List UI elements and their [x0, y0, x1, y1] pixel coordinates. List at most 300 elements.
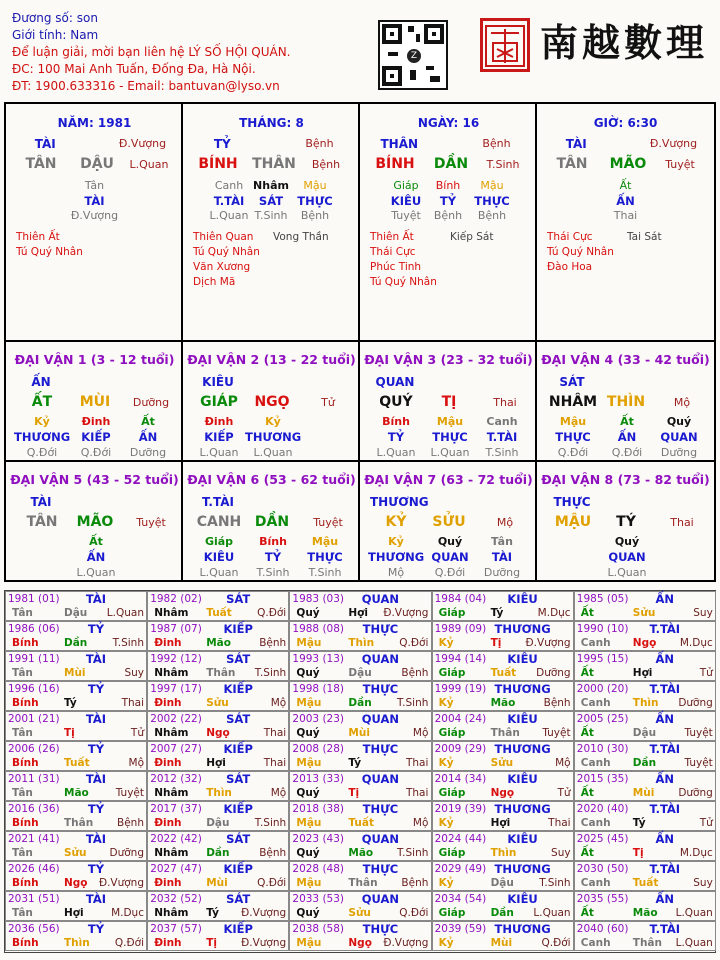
year-stem: Quý	[296, 847, 320, 859]
luck-hidden-god: TÀI	[491, 550, 513, 564]
year-branch: Tý	[632, 817, 646, 829]
year-cell	[432, 801, 574, 831]
year-god: THƯƠNG	[494, 682, 551, 696]
year-cell	[432, 891, 574, 921]
year-life: Mộ	[412, 727, 429, 739]
luck-hidden-life: L.Quan	[76, 566, 116, 579]
luck-hidden-stem: Mậu	[311, 535, 339, 548]
year-life: Tuyệt	[542, 727, 571, 739]
luck-hidden-stem: Canh	[486, 415, 518, 428]
year-branch: Mão	[64, 787, 89, 799]
year-branch: Dần	[64, 637, 88, 649]
luck-cycle-1	[6, 342, 183, 462]
year-label: 2028 (48)	[292, 863, 345, 875]
branch-god: Đ.Vượng	[118, 137, 167, 150]
year-branch: Dậu	[206, 817, 230, 829]
year-branch: Tị	[632, 847, 644, 859]
year-god: THỰC	[362, 682, 399, 696]
luck-hidden-life: L.Quan	[199, 446, 239, 459]
year-cell	[147, 711, 289, 741]
year-god: SÁT	[226, 652, 251, 666]
year-god: QUAN	[361, 652, 400, 666]
year-god: KIÊU	[507, 712, 538, 726]
year-stem: Ất	[580, 667, 594, 679]
luck-branch: DẦN	[254, 514, 290, 530]
year-cell	[289, 741, 431, 771]
year-branch: Thìn	[490, 847, 517, 859]
year-cell	[5, 651, 147, 681]
year-life: M.Dục	[537, 607, 571, 619]
hidden-god: SÁT	[258, 194, 284, 208]
year-god: THƯƠNG	[494, 802, 551, 816]
year-label: 1994 (14)	[434, 653, 487, 665]
year-branch: Ngọ	[632, 637, 657, 649]
year-label: 2023 (43)	[292, 833, 345, 845]
year-branch: Sửu	[632, 607, 656, 619]
year-god: T.TÀI	[649, 742, 681, 756]
year-god: SÁT	[226, 892, 251, 906]
year-god: KIẾP	[223, 742, 253, 756]
luck-life: Thai	[670, 516, 694, 529]
year-cell	[289, 771, 431, 801]
year-god: TỶ	[87, 802, 105, 816]
year-life: Tử	[699, 667, 713, 679]
year-life: Mộ	[270, 787, 287, 799]
year-branch: Thìn	[348, 637, 375, 649]
year-label: 1988 (08)	[292, 623, 345, 635]
year-life: Mộ	[555, 757, 571, 769]
year-label: 2024 (44)	[434, 833, 487, 845]
year-branch: Mùi	[348, 727, 370, 739]
star: Dịch Mã	[193, 276, 236, 288]
year-life: T.Sinh	[539, 877, 571, 889]
year-stem: Ất	[580, 907, 594, 919]
pillar-title: NĂM: 1981	[57, 116, 132, 130]
year-cell	[432, 651, 574, 681]
year-label: 1993 (13)	[292, 653, 345, 665]
year-label: 2035 (55)	[576, 893, 629, 905]
luck-branch: THÌN	[606, 394, 646, 410]
luck-hidden-life: Q.Đới	[26, 446, 58, 459]
year-god: KIÊU	[507, 772, 538, 786]
year-branch: Thân	[632, 937, 662, 949]
luck-hidden-god: TỶ	[264, 550, 282, 564]
year-life: L.Quan	[106, 607, 144, 619]
year-branch: Thân	[490, 727, 520, 739]
year-cell	[289, 861, 431, 891]
star: Tú Quý Nhân	[193, 246, 260, 258]
luck-life: Mộ	[673, 396, 691, 409]
year-life: L.Quan	[675, 937, 713, 949]
year-stem: Kỷ	[438, 877, 454, 889]
hidden-god: THỰC	[474, 194, 510, 208]
year-cell	[5, 681, 147, 711]
year-label: 2017 (37)	[150, 803, 202, 815]
year-label: 2006 (26)	[8, 743, 60, 755]
year-god: SÁT	[226, 772, 251, 786]
luck-stem: KỶ	[385, 514, 407, 530]
year-branch: Hợi	[64, 907, 84, 919]
luck-hidden-stem: Mậu	[436, 415, 464, 428]
header-info	[12, 10, 290, 95]
annual-years-table	[4, 590, 716, 953]
year-life: T.Sinh	[112, 637, 144, 649]
year-stem: Đinh	[154, 877, 182, 889]
year-stem: Canh	[580, 937, 611, 949]
year-life: Bệnh	[401, 667, 429, 679]
year-label: 1998 (18)	[292, 683, 345, 695]
year-god: THỰC	[362, 622, 399, 636]
hidden-stem: Mậu	[480, 179, 504, 192]
year-label: 2003 (23)	[292, 713, 345, 725]
year-branch: Dần	[632, 757, 657, 769]
year-god: KIÊU	[507, 652, 538, 666]
luck-hidden-god: THƯƠNG	[14, 430, 71, 444]
luck-cycle-6	[183, 462, 360, 580]
year-label: 1981 (01)	[8, 593, 60, 605]
luck-stem: ẤT	[31, 394, 53, 410]
stem-god: TÀI	[34, 137, 56, 151]
luck-hidden-life: Mộ	[387, 566, 405, 579]
year-label: 1997 (17)	[150, 683, 202, 695]
pillar-3	[360, 104, 537, 342]
star: Thái Cực	[370, 246, 416, 258]
year-life: M.Dục	[679, 637, 713, 649]
year-branch: Ngọ	[490, 787, 515, 799]
year-god: TỶ	[87, 922, 105, 936]
year-branch: Mùi	[64, 667, 86, 679]
luck-cycle-2	[183, 342, 360, 462]
stem-god: THÂN	[380, 137, 419, 151]
year-god: TÀI	[85, 772, 107, 786]
year-stem: Quý	[296, 787, 320, 799]
luck-title: ĐẠI VẬN 4 (33 - 42 tuổi)	[541, 352, 710, 367]
year-stem: Đinh	[154, 697, 182, 709]
luck-hidden-life: L.Quan	[376, 446, 416, 459]
hidden-stem: Nhâm	[253, 179, 289, 192]
year-stem: Tân	[12, 727, 33, 739]
hidden-god: TỶ	[439, 194, 457, 208]
year-stem: Đinh	[154, 937, 182, 949]
luck-hidden-stem: Ất	[89, 535, 103, 548]
year-god: TÀI	[85, 832, 107, 846]
year-stem: Giáp	[438, 607, 466, 619]
year-branch: Hợi	[490, 817, 511, 829]
pillar-4	[537, 104, 715, 342]
year-cell	[574, 681, 716, 711]
star: Tai Sát	[627, 231, 662, 243]
hidden-stem: Tân	[84, 179, 105, 192]
luck-god: TÀI	[30, 495, 52, 509]
luck-cycle-7	[360, 462, 537, 580]
year-life: Tuyệt	[115, 787, 144, 799]
year-branch: Mão	[348, 847, 374, 859]
year-life: Tử	[557, 787, 571, 799]
year-life: Tử	[130, 727, 144, 739]
luck-hidden-god: KIẾP	[81, 430, 111, 444]
year-god: SÁT	[226, 832, 251, 846]
year-label: 2027 (47)	[150, 863, 202, 875]
luck-branch: TỊ	[441, 394, 457, 410]
year-branch: Mùi	[632, 787, 655, 799]
year-god: TÀI	[85, 652, 107, 666]
year-branch: Sửu	[348, 907, 371, 919]
year-stem: Giáp	[438, 727, 466, 739]
year-cell	[289, 831, 431, 861]
year-cell	[289, 651, 431, 681]
year-cell	[5, 621, 147, 651]
luck-hidden-life: L.Quan	[607, 566, 647, 579]
year-god: T.TÀI	[649, 922, 681, 936]
year-life: Q.Đới	[257, 877, 287, 889]
year-label: 2026 (46)	[8, 863, 60, 875]
luck-hidden-life: Q.Đới	[557, 446, 589, 459]
year-branch: Dậu	[64, 607, 88, 619]
luck-hidden-god: THỰC	[307, 550, 343, 564]
year-label: 2020 (40)	[576, 803, 629, 815]
luck-stem: QUÝ	[379, 394, 413, 410]
luck-god: SÁT	[559, 375, 585, 389]
year-stem: Nhâm	[154, 847, 189, 859]
year-branch: Tị	[206, 937, 217, 949]
luck-life: Thai	[493, 396, 517, 409]
luck-hidden-god: ẤN	[138, 430, 158, 444]
year-label: 1982 (02)	[150, 593, 202, 605]
year-life: Dưỡng	[109, 847, 144, 859]
year-life: L.Quan	[675, 907, 713, 919]
year-god: ẤN	[655, 712, 675, 726]
year-god: ẤN	[655, 592, 675, 606]
year-branch: Dậu	[632, 727, 657, 739]
year-stem: Nhâm	[154, 907, 189, 919]
hidden-god: T.TÀI	[213, 194, 245, 208]
hidden-life: Đ.Vượng	[70, 209, 119, 222]
year-god: ẤN	[655, 892, 675, 906]
year-stem: Nhâm	[154, 787, 189, 799]
luck-god: KIÊU	[202, 375, 234, 389]
year-stem: Mậu	[296, 817, 322, 829]
luck-hidden-stem: Tân	[491, 535, 513, 548]
year-stem: Canh	[580, 757, 611, 769]
year-cell	[147, 891, 289, 921]
year-life: Đ.Vượng	[525, 637, 571, 649]
year-label: 2032 (52)	[150, 893, 202, 905]
year-stem: Kỷ	[438, 817, 454, 829]
year-stem: Nhâm	[154, 607, 189, 619]
year-stem: Canh	[580, 817, 611, 829]
hidden-stem: Ất	[619, 179, 632, 192]
year-god: TỶ	[87, 742, 105, 756]
year-cell	[289, 891, 431, 921]
luck-cycle-3	[360, 342, 537, 462]
year-cell	[432, 711, 574, 741]
luck-branch: MÙI	[79, 394, 111, 410]
luck-hidden-life: L.Quan	[430, 446, 470, 459]
year-cell	[432, 681, 574, 711]
year-life: Thai	[121, 697, 144, 709]
luck-hidden-life: Q.Đới	[80, 446, 112, 459]
year-stem: Canh	[580, 697, 611, 709]
year-cell	[147, 591, 289, 621]
year-cell	[574, 621, 716, 651]
year-cell	[432, 771, 574, 801]
hidden-god: KIÊU	[390, 194, 422, 208]
luck-hidden-stem: Đinh	[81, 415, 111, 428]
year-stem: Kỷ	[438, 637, 454, 649]
star: Tú Quý Nhân	[16, 246, 83, 258]
year-label: 2030 (50)	[576, 863, 629, 875]
year-god: KIÊU	[507, 592, 538, 606]
year-stem: Giáp	[438, 847, 466, 859]
branch-god: Bệnh	[305, 137, 334, 150]
year-life: T.Sinh	[396, 847, 429, 859]
year-god: KIÊU	[507, 832, 538, 846]
luck-hidden-god: THƯƠNG	[368, 550, 425, 564]
luck-hidden-stem: Bính	[259, 535, 287, 548]
luck-hidden-life: Q.Đới	[611, 446, 643, 459]
star: Văn Xương	[193, 261, 251, 273]
year-label: 1983 (03)	[292, 593, 345, 605]
year-god: TÀI	[85, 592, 107, 606]
star: Tú Quý Nhân	[370, 276, 437, 288]
year-branch: Mùi	[206, 877, 228, 889]
year-stem: Bính	[12, 937, 39, 949]
year-life: Đ.Vượng	[241, 937, 287, 949]
branch: DẦN	[433, 156, 469, 172]
year-cell	[574, 771, 716, 801]
year-label: 2002 (22)	[150, 713, 202, 725]
year-life: Đ.Vượng	[241, 907, 287, 919]
hidden-life: L.Quan	[209, 209, 249, 222]
address: ĐC: 100 Mai Anh Tuấn, Đống Đa, Hà Nội.	[12, 62, 256, 76]
year-stem: Bính	[12, 757, 39, 769]
luck-title: ĐẠI VẬN 8 (73 - 82 tuổi)	[541, 472, 710, 487]
year-label: 1990 (10)	[576, 623, 629, 635]
luck-hidden-god: QUAN	[431, 550, 469, 564]
year-life: Bệnh	[259, 847, 287, 859]
pillar-title: THÁNG: 8	[239, 116, 304, 130]
year-label: 2001 (21)	[8, 713, 60, 725]
year-god: TỶ	[87, 682, 105, 696]
year-branch: Thìn	[64, 937, 90, 949]
luck-hidden-stem: Mậu	[559, 415, 587, 428]
luck-hidden-life: L.Quan	[253, 446, 293, 459]
year-branch: Tuất	[632, 877, 659, 889]
luck-hidden-god: THỰC	[432, 430, 468, 444]
luck-title: ĐẠI VẬN 7 (63 - 72 tuổi)	[364, 472, 533, 487]
year-god: QUAN	[361, 892, 400, 906]
year-god: KIẾP	[223, 862, 253, 876]
year-stem: Mậu	[296, 637, 322, 649]
hidden-stem: Canh	[214, 179, 244, 192]
year-branch: Ngọ	[64, 877, 88, 889]
year-branch: Tý	[64, 697, 77, 709]
year-life: Dưỡng	[678, 787, 713, 799]
year-stem: Kỷ	[438, 697, 454, 709]
year-label: 2014 (34)	[434, 773, 487, 785]
year-life: Tuyệt	[684, 727, 713, 739]
year-god: THỰC	[362, 922, 399, 936]
year-branch: Thân	[348, 877, 378, 889]
chart-grid	[4, 102, 716, 582]
luck-hidden-god: THỰC	[555, 430, 591, 444]
year-label: 2008 (28)	[292, 743, 345, 755]
year-cell	[574, 801, 716, 831]
luck-hidden-life: T.Sinh	[256, 566, 290, 579]
luck-hidden-stem: Bính	[382, 415, 410, 428]
hidden-stem: Bính	[435, 179, 461, 192]
luck-life: Tuyệt	[136, 516, 166, 529]
year-cell	[147, 921, 289, 951]
luck-life: Tử	[321, 396, 335, 409]
year-cell	[574, 921, 716, 951]
year-life: Mộ	[412, 817, 429, 829]
year-stem: Quý	[296, 907, 320, 919]
branch: MÃO	[609, 156, 647, 172]
year-god: KIẾP	[223, 682, 253, 696]
year-life: Q.Đới	[541, 937, 571, 949]
year-label: 2036 (56)	[8, 923, 60, 935]
year-life: Bệnh	[259, 637, 287, 649]
year-life: Thai	[405, 787, 429, 799]
year-god: TÀI	[85, 712, 107, 726]
luck-stem: GIÁP	[200, 394, 238, 410]
luck-god: THƯƠNG	[370, 495, 429, 509]
year-branch: Dần	[206, 847, 230, 859]
year-stem: Giáp	[438, 907, 466, 919]
luck-god: QUAN	[375, 375, 415, 389]
year-stem: Tân	[12, 907, 33, 919]
owner-name: Đương số: son	[12, 11, 98, 25]
year-cell	[5, 861, 147, 891]
year-branch: Tị	[348, 787, 360, 799]
phone-email[interactable]: ĐT: 1900.633316 - Email: bantuvan@lyso.vn	[12, 79, 280, 93]
year-god: ẤN	[655, 832, 675, 846]
year-stem: Canh	[580, 637, 611, 649]
hidden-god: TÀI	[84, 194, 105, 208]
luck-stem: NHÂM	[548, 394, 598, 410]
year-branch: Mão	[632, 907, 658, 919]
luck-hidden-stem: Ất	[141, 415, 155, 428]
year-life: Thai	[263, 727, 287, 739]
year-life: Dưỡng	[678, 697, 713, 709]
year-branch: Mão	[206, 637, 231, 649]
year-branch: Thìn	[632, 697, 659, 709]
luck-hidden-life: Q.Đới	[434, 566, 466, 579]
year-cell	[147, 801, 289, 831]
branch-god: Đ.Vượng	[649, 137, 698, 150]
year-god: KIÊU	[507, 892, 538, 906]
year-branch: Tị	[64, 727, 75, 739]
year-label: 2010 (30)	[576, 743, 629, 755]
year-life: M.Dục	[679, 847, 713, 859]
luck-hidden-life: Dưỡng	[483, 566, 521, 579]
year-life: Thai	[263, 757, 287, 769]
branch-life: Bệnh	[311, 158, 341, 171]
year-branch: Ngọ	[348, 937, 372, 949]
year-life: Q.Đới	[399, 907, 429, 919]
year-cell	[432, 591, 574, 621]
luck-hidden-stem: Quý	[666, 415, 692, 428]
year-branch: Thân	[206, 667, 236, 679]
year-cell	[147, 621, 289, 651]
luck-life: Mộ	[496, 516, 514, 529]
brand-logo: 南越數理	[540, 20, 709, 65]
year-cell	[147, 831, 289, 861]
hidden-life: Bệnh	[300, 209, 330, 222]
year-life: L.Quan	[533, 907, 571, 919]
hidden-god: THỰC	[297, 194, 333, 208]
